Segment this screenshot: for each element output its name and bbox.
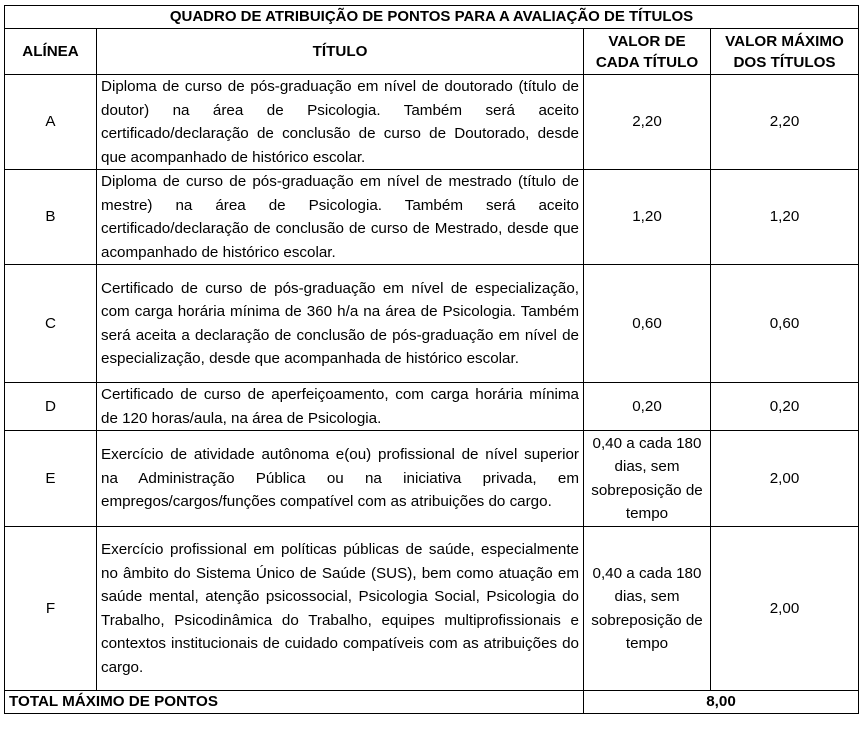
header-titulo: TÍTULO <box>97 29 584 75</box>
maximo-cell: 0,20 <box>711 383 859 431</box>
maximo-cell: 2,00 <box>711 527 859 691</box>
maximo-cell: 2,20 <box>711 75 859 170</box>
valor-cell: 0,20 <box>584 383 711 431</box>
valor-cell: 2,20 <box>584 75 711 170</box>
points-table <box>4 5 859 714</box>
total-value: 8,00 <box>584 691 859 714</box>
valor-cell: 0,40 a cada 180 dias, sem sobreposição de tempo <box>584 431 711 527</box>
table-row <box>5 170 859 265</box>
header-valor: VALOR DE CADA TÍTULO <box>584 29 711 75</box>
valor-cell: 1,20 <box>584 170 711 265</box>
alinea-cell: F <box>5 527 97 691</box>
valor-cell: 0,40 a cada 180 dias, sem sobreposição de tempo <box>584 527 711 691</box>
table-row <box>5 383 859 431</box>
titulo-cell: Diploma de curso de pós-graduação em nível de mestrado (título de mestre) na área de Psicologia. Também será aceito certificado/declaração de conclusão de curso de Mestrado, desde que acompanhado de histórico escolar. <box>97 170 584 265</box>
table-row <box>5 75 859 170</box>
alinea-cell: E <box>5 431 97 527</box>
alinea-cell: B <box>5 170 97 265</box>
maximo-cell: 0,60 <box>711 265 859 383</box>
maximo-cell: 1,20 <box>711 170 859 265</box>
table-title: QUADRO DE ATRIBUIÇÃO DE PONTOS PARA A AVALIAÇÃO DE TÍTULOS <box>5 6 859 29</box>
titulo-cell: Diploma de curso de pós-graduação em nível de doutorado (título de doutor) na área de Psicologia. Também será aceito certificado/declaração de conclusão de curso de Doutorado, desde que acompanhado de histórico escolar. <box>97 75 584 170</box>
titulo-cell: Certificado de curso de aperfeiçoamento, com carga horária mínima de 120 horas/aula, na área de Psicologia. <box>97 383 584 431</box>
header-alinea: ALÍNEA <box>5 29 97 75</box>
alinea-cell: A <box>5 75 97 170</box>
total-row <box>5 691 859 714</box>
total-label: TOTAL MÁXIMO DE PONTOS <box>5 691 584 714</box>
titulo-cell: Certificado de curso de pós-graduação em nível de especialização, com carga horária mínima de 360 h/a na área de Psicologia. Também será aceita a declaração de conclusão de pós-graduação em nível de especialização, desde que acompanhada de histórico escolar. <box>97 265 584 383</box>
alinea-cell: D <box>5 383 97 431</box>
alinea-cell: C <box>5 265 97 383</box>
table-row <box>5 265 859 383</box>
valor-cell: 0,60 <box>584 265 711 383</box>
titulo-cell: Exercício de atividade autônoma e(ou) profissional de nível superior na Administração Pública ou na iniciativa privada, em empregos/cargos/funções compatível com as atribuições do cargo. <box>97 431 584 527</box>
table-row <box>5 527 859 691</box>
table-row <box>5 431 859 527</box>
maximo-cell: 2,00 <box>711 431 859 527</box>
header-maximo: VALOR MÁXIMO DOS TÍTULOS <box>711 29 859 75</box>
titulo-cell: Exercício profissional em políticas públicas de saúde, especialmente no âmbito do Sistema Único de Saúde (SUS), bem como atuação em saúde mental, atenção psicossocial, Psicologia Social, Psicologia do Trabalho, Psicodinâmica do Trabalho, equipes multiprofissionais e contextos institucionais de cuidado compatíveis com as atribuições do cargo. <box>97 527 584 691</box>
